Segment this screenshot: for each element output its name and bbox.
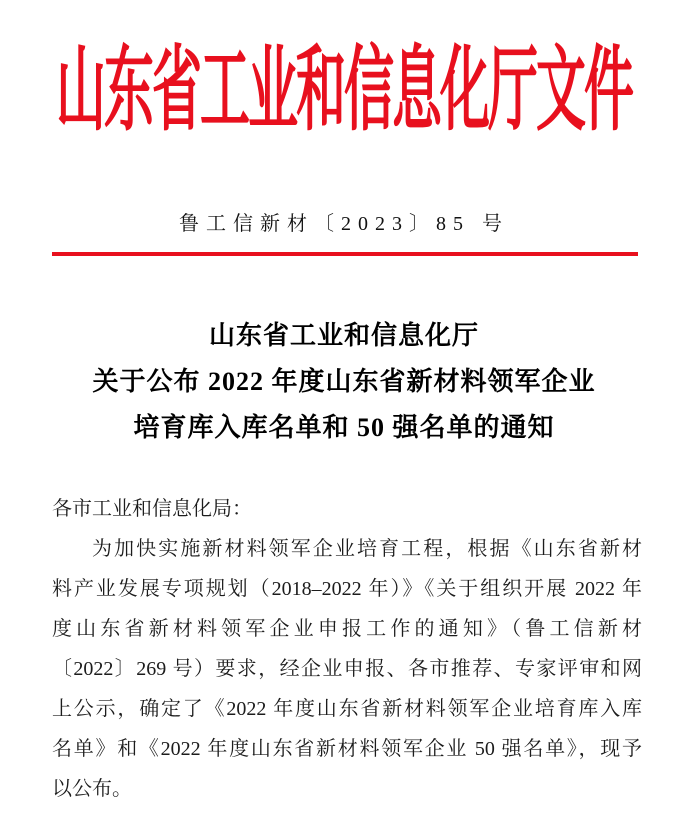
paragraph-line: 名单》和《2022 年度山东省新材料领军企业 50 强名单》，现予 — [52, 738, 642, 760]
salutation: 各市工业和信息化局： — [52, 498, 252, 520]
body-text — [52, 489, 642, 809]
paragraph-line: 以公布。 — [52, 778, 132, 800]
paragraph-line: 度山东省新材料领军企业申报工作的通知》（鲁工信新材 — [52, 618, 642, 640]
paragraph-line: 上公示，确定了《2022 年度山东省新材料领军企业培育库入库 — [52, 698, 642, 720]
paragraph-line: 料产业发展专项规划（2018–2022 年）》《关于组织开展 2022 年 — [52, 578, 642, 600]
letterhead-title: 山东省工业和信息化厅文件 — [56, 38, 632, 143]
notice-title-line-3: 培育库入库名单和 50 强名单的通知 — [133, 413, 555, 442]
notice-title — [49, 313, 639, 451]
paragraph-line: 〔2022〕269 号）要求，经企业申报、各市推荐、专家评审和网 — [52, 658, 642, 680]
notice-title-line-1: 山东省工业和信息化厅 — [208, 321, 479, 350]
notice-title-line-2: 关于公布 2022 年度山东省新材料领军企业 — [92, 367, 596, 396]
red-divider-line — [52, 252, 638, 256]
document-number: 鲁工信新材〔2023〕85 号 — [179, 213, 509, 235]
paragraph-line: 为加快实施新材料领军企业培育工程，根据《山东省新材 — [92, 538, 642, 560]
